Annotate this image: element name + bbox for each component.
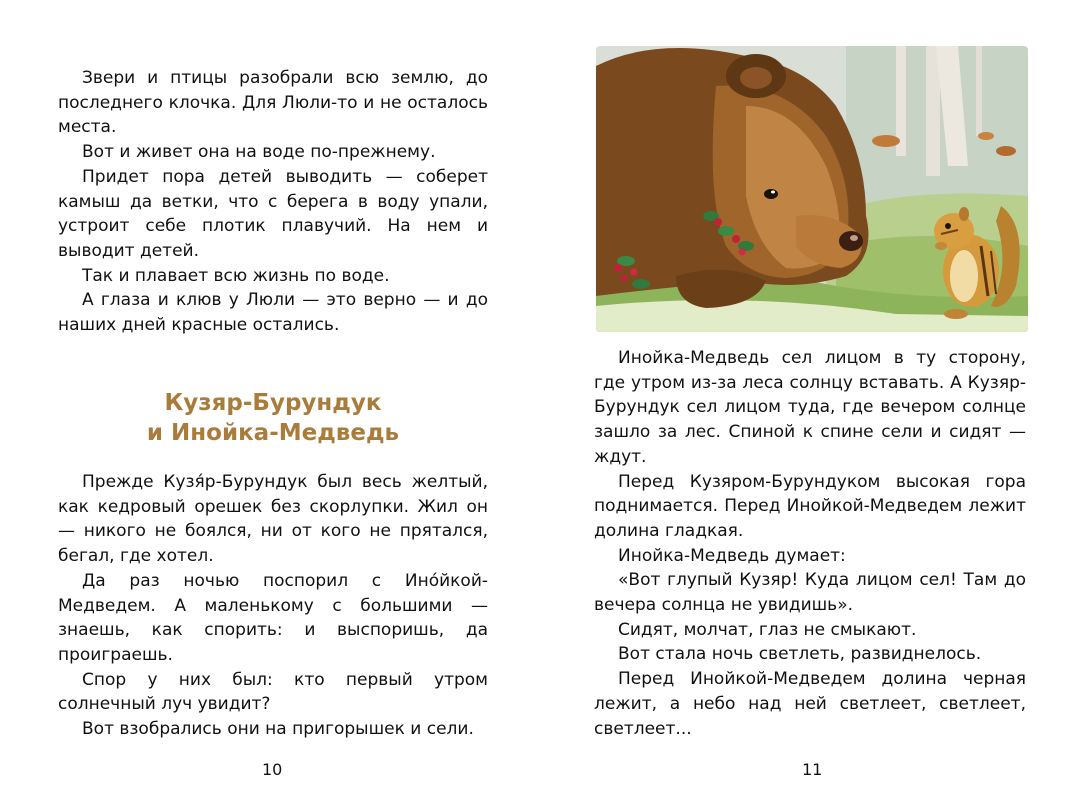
- paragraph: Так и плавает всю жизнь по воде.: [82, 265, 390, 286]
- paragraph: Вот и живет она на воде по-прежнему.: [82, 142, 436, 163]
- page-number-left: 10: [262, 760, 283, 779]
- paragraph: Да раз ночью поспорил с Ино́йкой-Медведем. А маленькому с большими — знаешь, как спорить: и выспоришь, да проиграешь.: [58, 570, 488, 665]
- right-page: [540, 0, 1080, 810]
- paragraph: Вот взобрались они на пригорышек и сели.: [82, 719, 474, 740]
- story-title-line-2: и Инойка-Медведь: [146, 420, 400, 446]
- paragraph: Инойка-Медведь думает:: [618, 545, 846, 566]
- illustration-svg: [596, 46, 1028, 332]
- paragraph: Придет пора детей выводить — соберет камыш да ветки, что с берега в воду упали, устроит себе плотик плавучий. На нем и выводит детей.: [58, 166, 488, 261]
- story-title: [58, 388, 488, 448]
- page-number-right: 11: [802, 760, 823, 779]
- bear-and-chipmunk-illustration: [596, 46, 1028, 332]
- paragraph: Перед Инойкой-Медведем долина черная лежит, а небо над ней светлеет, светлеет, светлеет...: [594, 669, 1026, 739]
- paragraph: Звери и птицы разобрали всю землю, до последнего клочка. Для Люли-то и не осталось места.: [58, 68, 488, 138]
- paragraph: Сидят, молчат, глаз не смыкают.: [618, 619, 917, 640]
- paragraph: Перед Кузяром-Бурундуком высокая гора поднимается. Перед Инойкой-Медведем лежит долина гладкая.: [594, 471, 1026, 541]
- paragraph: А глаза и клюв у Люли — это верно — и до наших дней красные остались.: [58, 290, 488, 336]
- paragraph: Инойка-Медведь сел лицом в ту сторону, где утром из-за леса солнцу вставать. А Кузяр-Бурундук сел лицом туда, где вечером солнце зашло за лес. Спиной к спине сели и сидят — ждут.: [594, 348, 1026, 467]
- right-text: [594, 346, 1026, 741]
- left-bottom-text: [58, 470, 488, 742]
- paragraph: Спор у них был: кто первый утром солнечный луч увидит?: [58, 669, 488, 715]
- paragraph: Прежде Кузя́р-Бурундук был весь желтый, как кедровый орешек без скорлупки. Жил он — никого не боялся, ни от кого не прятался, бегал, где хотел.: [58, 472, 488, 567]
- paragraph: Вот стала ночь светлеть, развиднелось.: [618, 644, 982, 665]
- story-title-line-1: Кузяр-Бурундук: [164, 390, 382, 416]
- left-top-text: [58, 66, 488, 338]
- paragraph: «Вот глупый Кузяр! Куда лицом сел! Там до вечера солнца не увидишь».: [594, 570, 1026, 616]
